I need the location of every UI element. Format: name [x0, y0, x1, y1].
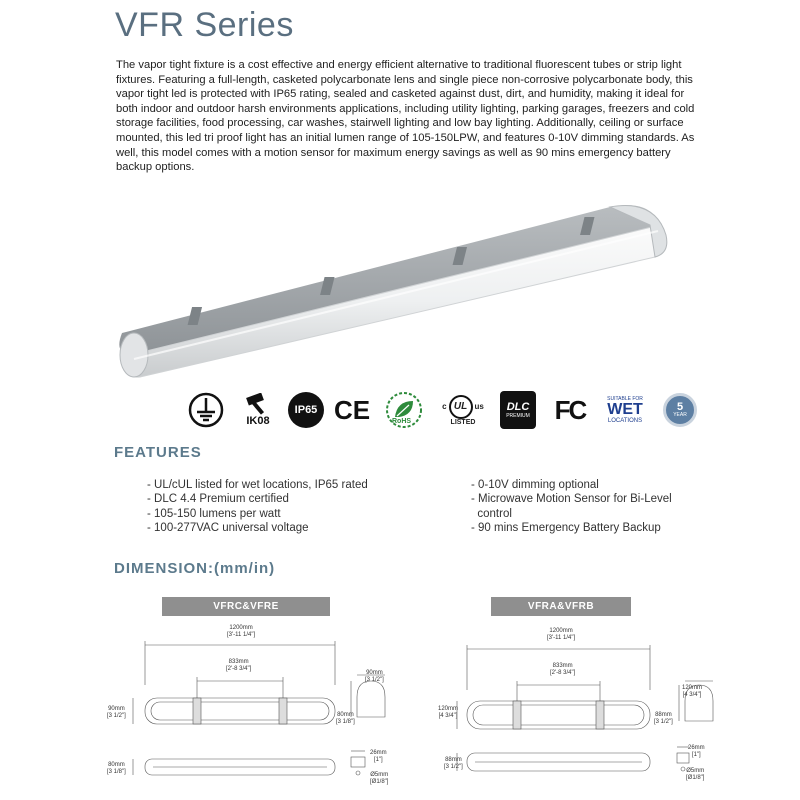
ip-rating-label: IP65: [288, 392, 324, 428]
model-label-right: VFRA&VFRB: [491, 597, 631, 616]
hole-dim-right: Ø5mm [Ø1/8"]: [686, 768, 705, 781]
side-height-dim-left: 80mm [3 1/8"]: [336, 712, 355, 725]
clip-width-dim-left: 26mm [1"]: [370, 750, 387, 763]
model-label-left: VFRC&VFRE: [162, 597, 330, 616]
wet-main-label: WET: [607, 400, 643, 418]
ground-symbol-icon: [186, 390, 226, 430]
features-heading: FEATURES: [114, 444, 202, 461]
rohs-label: RoHS: [392, 418, 412, 425]
features-right-list: [471, 478, 672, 535]
ik08-hammer-icon: [234, 390, 282, 430]
clip-width-dim-right: 26mm [1"]: [688, 745, 705, 758]
dlc-premium-icon: [498, 390, 538, 430]
warranty-badge-icon: [660, 390, 700, 430]
side-width-dim-right: 120mm [4 3/4"]: [682, 685, 703, 698]
side-height-dim-right: 88mm [3 1/2"]: [654, 712, 673, 725]
dlc-premium-label: PREMIUM: [506, 413, 530, 419]
intro-paragraph: The vapor tight fixture is a cost effective and energy efficient alternative to traditional fluorescent tubes or strip light fixtures. Featuring a full-length, casketed polycarbonate lens and single piece non-corrosive polycarbonate body, this vapor tight led is protected with IP65 rating, sealed and casketed against dust, dirt, and humidity, making it ideal for both indoor and outdoor harsh environments applications, including utility lighting, parking garages, freezers and cold storage facilities, food processing, car washes, stairwell lighting and low bay lighting. Additionally, ceiling or surface mounted, this led tri proof light has an initial lumen range of 105-150LPW, and features 0-10V dimming standards. As well, this model comes with a motion sensor for maximum energy savings as well as 90 mins emergency battery backup options.: [116, 59, 695, 174]
features-left-list: [147, 478, 368, 535]
list-item: - Microwave Motion Sensor for Bi-Level control: [471, 493, 672, 520]
dimension-drawing-left: [125, 635, 395, 795]
warranty-number: 5: [676, 401, 684, 413]
wet-top-label: SUITABLE FOR: [607, 395, 643, 402]
height-dim-right: 120mm [4 3/4"]: [438, 706, 459, 719]
fcc-logo-icon: FC: [554, 394, 586, 425]
warranty-word: YEAR: [673, 412, 687, 418]
bottom-height-dim-right: 88mm [3 1/2"]: [444, 757, 463, 770]
height-dim-left: 90mm [3 1/2"]: [107, 706, 126, 719]
dlc-label: DLC: [506, 401, 530, 413]
list-item: - 90 mins Emergency Battery Backup: [471, 521, 661, 534]
ip65-badge-icon: [286, 390, 326, 430]
ul-c-label: c: [442, 402, 447, 411]
list-item: - UL/cUL listed for wet locations, IP65 rated: [147, 479, 368, 491]
page-title: VFR Series: [115, 6, 294, 44]
list-item: - 0-10V dimming optional: [471, 479, 599, 491]
ik-rating-label: IK08: [246, 415, 270, 427]
fixture-product-image: [110, 195, 680, 385]
bottom-height-dim-left: 80mm [3 1/8"]: [107, 762, 126, 775]
side-width-dim-left: 90mm [3 1/2"]: [365, 670, 384, 683]
list-item: - 100-277VAC universal voltage: [147, 521, 309, 534]
ul-listed-icon: c UL us LISTED: [438, 390, 488, 430]
certification-row: [186, 390, 706, 432]
hole-dim-left: Ø5mm [Ø1/8"]: [370, 772, 389, 785]
dimension-heading: DIMENSION:(mm/in): [114, 560, 276, 577]
ul-us-label: us: [474, 402, 484, 411]
ce-mark-icon: CE: [333, 394, 371, 425]
mount-dim-right: 833mm [2'-8 3/4"]: [550, 663, 576, 676]
list-item: - 105-150 lumens per watt: [147, 507, 281, 520]
wet-locations-icon: [600, 390, 650, 430]
ul-listed-label: LISTED: [450, 418, 476, 426]
length-dim-left: 1200mm [3'-11 1/4"]: [227, 625, 256, 638]
wet-bottom-label: LOCATIONS: [607, 417, 643, 424]
mount-dim-left: 833mm [2'-8 3/4"]: [226, 659, 252, 672]
list-item: - DLC 4.4 Premium certified: [147, 493, 289, 506]
dimension-drawing-right: [455, 635, 715, 795]
length-dim-right: 1200mm [3'-11 1/4"]: [547, 628, 576, 641]
